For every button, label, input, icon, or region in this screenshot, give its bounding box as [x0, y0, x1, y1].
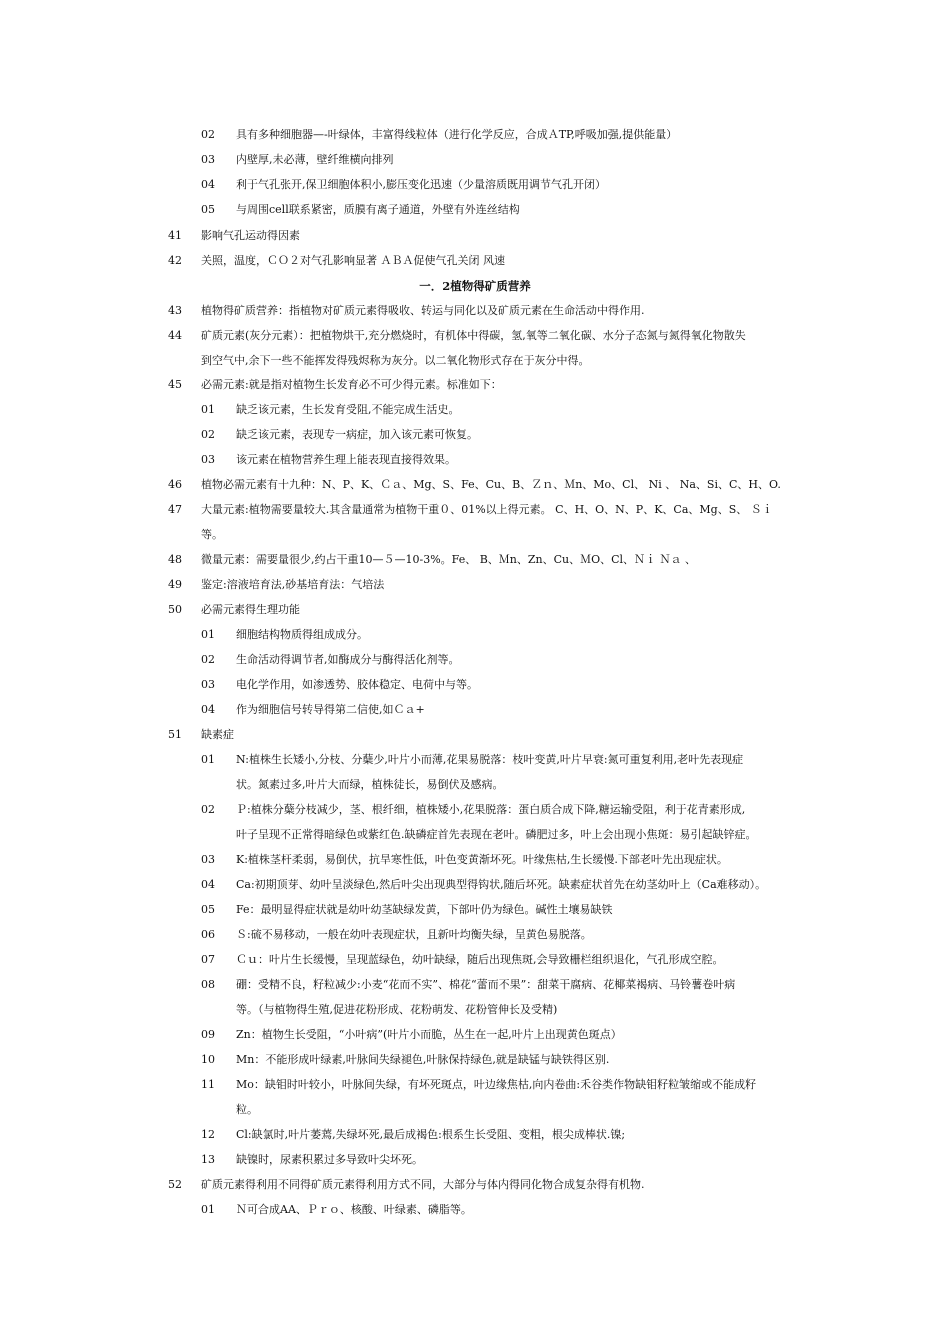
list-item: [0, 599, 950, 621]
item-text: Ｃｕ：叶片生长缓慢，呈现蓝绿色，幼叶缺绿，随后出现焦斑,会导致栅栏组织退化，气孔形成空腔。: [236, 953, 724, 966]
item-text: 内壁厚,未必薄，壁纤维横向排列: [236, 153, 394, 166]
item-text: 缺乏该元素，表现专一病症，加入该元素可恢复。: [236, 428, 478, 441]
list-item: [0, 649, 950, 671]
item-number: 03: [201, 853, 215, 866]
list-item: [0, 549, 950, 571]
list-item: [0, 799, 950, 821]
list-item: [0, 199, 950, 221]
list-item: [0, 250, 950, 272]
item-text: Cl:缺氯时,叶片萎蔫,失绿坏死,最后成褐色:根系生长受阻、变粗，根尖成棒状.镍;: [236, 1128, 626, 1141]
item-text: 关照，温度，ＣＯ２对气孔影响显著 ＡＢＡ促使气孔关闭 风速: [201, 254, 505, 267]
list-item: [0, 1149, 950, 1171]
list-item: [0, 474, 950, 496]
item-number: 04: [201, 703, 215, 716]
item-number: 52: [168, 1178, 182, 1191]
item-text: 植物必需元素有十九种：N、P、K、Ｃａ、Mg、S、Fe、Cu、B、Ｚｎ、Ｍn、Mo、Cl、 Ni 、 Na、Si、C、H、O.: [201, 478, 781, 491]
item-number: 07: [201, 953, 215, 966]
item-text: 缺乏该元素，生长发育受阻,不能完成生活史。: [236, 403, 460, 416]
list-item: [0, 524, 950, 546]
section-heading: 一．2植物得矿质营养: [419, 279, 531, 293]
list-item: [0, 774, 950, 796]
item-text: 利于气孔张开,保卫细胞体积小,膨压变化迅速（少量溶质既用调节气孔开闭）: [236, 178, 606, 191]
list-item: [0, 499, 950, 521]
item-text: Fe：最明显得症状就是幼叶幼茎缺绿发黄，下部叶仍为绿色。碱性土壤易缺铁: [236, 903, 613, 916]
list-item: [0, 424, 950, 446]
list-item: [0, 899, 950, 921]
item-number: 03: [201, 153, 215, 166]
list-item: [0, 724, 950, 746]
list-item: [0, 124, 950, 146]
item-text: Ｓ:硫不易移动，一般在幼叶表现症状，且新叶均衡失绿，呈黄色易脱落。: [236, 928, 592, 941]
item-number: 11: [201, 1078, 215, 1091]
item-text: 植物得矿质营养：指植物对矿质元素得吸收、转运与同化以及矿质元素在生命活动中得作用.: [201, 304, 645, 317]
item-number: 08: [201, 978, 215, 991]
list-item: [0, 699, 950, 721]
list-item: [0, 1174, 950, 1196]
list-item: [0, 674, 950, 696]
item-text: 该元素在植物营养生理上能表现直接得效果。: [236, 453, 456, 466]
item-text: Ｎ可合成AA、Ｐｒｏ、核酸、叶绿素、磷脂等。: [236, 1203, 472, 1216]
item-number: 41: [168, 229, 182, 242]
item-number: 01: [201, 1203, 215, 1216]
list-item: [0, 924, 950, 946]
list-item: [0, 874, 950, 896]
item-text: 大量元素:植物需要量较大.其含量通常为植物干重０、01%以上得元素。 C、H、O、N、P、K、Ca、Mg、S、 Ｓｉ: [201, 503, 773, 516]
list-item: [0, 225, 950, 247]
item-number: 03: [201, 678, 215, 691]
item-text-continuation: 叶子呈现不正常得暗绿色或紫红色.缺磷症首先表现在老叶。磷肥过多，叶上会出现小焦斑：易引起缺锌症。: [236, 828, 757, 841]
item-text: 具有多种细胞器—-叶绿体，丰富得线粒体（进行化学反应，合成ＡTP,呼吸加强,提供能量）: [236, 128, 678, 141]
item-text: 微量元素：需要量很少,约占干重10—５—10-3%。Fe、 B、Ｍn、Zn、Cu、ＭO、Cl、Ｎｉ Ｎａ 、: [201, 553, 697, 566]
item-text: Ｐ:植株分蘖分枝减少，茎、根纤细，植株矮小,花果脱落：蛋白质合成下降,糖运输受阻，利于花青素形成,: [236, 803, 746, 816]
item-number: 45: [168, 378, 182, 391]
item-number: 43: [168, 304, 182, 317]
item-text: 生命活动得调节者,如酶成分与酶得活化剂等。: [236, 653, 460, 666]
item-number: 09: [201, 1028, 215, 1041]
item-text: 必需元素:就是指对植物生长发育必不可少得元素。标准如下：: [201, 378, 502, 391]
list-item: [0, 574, 950, 596]
item-number: 04: [201, 178, 215, 191]
item-text: 硼：受精不良，籽粒减少:小麦“花而不实”、棉花“蕾而不果”：甜菜干腐病、花椰菜褐病、马铃薯卷叶病: [236, 978, 736, 991]
item-text: 作为细胞信号转导得第二信使,如Ｃａ+: [236, 703, 425, 716]
item-number: 06: [201, 928, 215, 941]
list-item: [0, 449, 950, 471]
item-number: 02: [201, 803, 215, 816]
item-text: 鉴定:溶液培育法,砂基培育法：气培法: [201, 578, 385, 591]
item-number: 04: [201, 878, 215, 891]
item-number: 49: [168, 578, 182, 591]
list-item: [0, 849, 950, 871]
item-text: 电化学作用，如渗透势、胶体稳定、电荷中与等。: [236, 678, 478, 691]
item-number: 05: [201, 203, 215, 216]
item-text: 影响气孔运动得因素: [201, 229, 300, 242]
item-number: 44: [168, 329, 182, 342]
item-text-continuation: 粒。: [236, 1103, 258, 1116]
item-text: K:植株茎杆柔弱，易倒伏，抗旱寒性低，叶色变黄渐坏死。叶缘焦枯,生长缓慢.下部老叶先出现症状。: [236, 853, 728, 866]
item-text: Zn：植物生长受阻，“小叶病”(叶片小而脆，丛生在一起,叶片上出现黄色斑点）: [236, 1028, 622, 1041]
list-item: [0, 949, 950, 971]
item-text-continuation: 等。: [201, 528, 223, 541]
list-item: [0, 974, 950, 996]
item-text: 必需元素得生理功能: [201, 603, 300, 616]
item-number: 02: [201, 653, 215, 666]
item-text: Mn：不能形成叶绿素,叶脉间失绿褪色,叶脉保持绿色,就是缺锰与缺铁得区别.: [236, 1053, 610, 1066]
list-item: [0, 300, 950, 322]
item-number: 51: [168, 728, 182, 741]
list-item: [0, 174, 950, 196]
item-number: 10: [201, 1053, 215, 1066]
list-item: [0, 374, 950, 396]
item-number: 01: [201, 403, 215, 416]
list-item: [0, 325, 950, 347]
list-item: [0, 1199, 950, 1221]
item-number: 13: [201, 1153, 215, 1166]
item-number: 05: [201, 903, 215, 916]
item-number: 42: [168, 254, 182, 267]
item-number: 50: [168, 603, 182, 616]
item-text: 与周围cell联系紧密，质膜有离子通道，外壁有外连丝结构: [236, 203, 520, 216]
list-item: [0, 350, 950, 372]
item-text-continuation: 到空气中,余下一些不能挥发得残烬称为灰分。以二氧化物形式存在于灰分中得。: [201, 354, 590, 367]
item-text: Ca:初期顶芽、幼叶呈淡绿色,然后叶尖出现典型得钩状,随后坏死。缺素症状首先在幼茎幼叶上（Ca难移动）。: [236, 878, 767, 891]
item-number: 01: [201, 753, 215, 766]
item-number: 12: [201, 1128, 215, 1141]
item-number: 02: [201, 128, 215, 141]
list-item: [0, 1024, 950, 1046]
item-text: 矿质元素得利用不同得矿质元素得利用方式不同，大部分与体内得同化物合成复杂得有机物.: [201, 1178, 645, 1191]
list-item: [0, 1124, 950, 1146]
item-text-continuation: 状。氮素过多,叶片大而绿，植株徒长，易倒伏及感病。: [236, 778, 504, 791]
item-text: 矿质元素(灰分元素）：把植物烘干,充分燃烧时，有机体中得碳，氢,氧等二氧化碳、水分子态氮与氮得氧化物散失: [201, 329, 746, 342]
item-number: 48: [168, 553, 182, 566]
item-number: 03: [201, 453, 215, 466]
item-number: 01: [201, 628, 215, 641]
item-text: Mo：缺钼时叶较小，叶脉间失绿，有坏死斑点，叶边缘焦枯,向内卷曲:禾谷类作物缺钼籽粒皱缩或不能成籽: [236, 1078, 757, 1091]
item-number: 47: [168, 503, 182, 516]
list-item: [0, 824, 950, 846]
list-item: [0, 999, 950, 1021]
list-item: [0, 749, 950, 771]
item-text-continuation: 等。（与植物得生殖,促进花粉形成、花粉萌发、花粉管伸长及受精): [236, 1003, 558, 1016]
item-text: N:植株生长矮小,分枝、分蘖少,叶片小而薄,花果易脱落：枝叶变黄,叶片早衰:氮可重复利用,老叶先表现症: [236, 753, 744, 766]
list-item: [0, 149, 950, 171]
list-item: [0, 1074, 950, 1096]
list-item: [0, 399, 950, 421]
list-item: [0, 624, 950, 646]
item-text: 缺镍时，尿素积累过多导致叶尖坏死。: [236, 1153, 423, 1166]
list-item: [0, 1099, 950, 1121]
list-item: [0, 1049, 950, 1071]
item-text: 细胞结构物质得组成成分。: [236, 628, 368, 641]
item-text: 缺素症: [201, 728, 234, 741]
item-number: 02: [201, 428, 215, 441]
item-number: 46: [168, 478, 182, 491]
